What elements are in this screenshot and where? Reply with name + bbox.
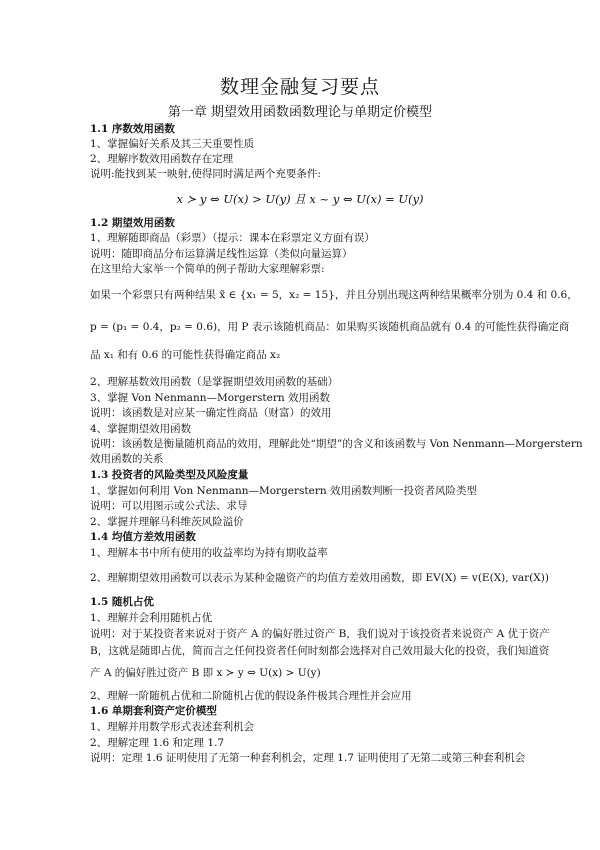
s15-line-3: B，这就是随即占优，简而言之任何投资者任何时刻都会选择对自己效用最大化的投资，我们知道资 bbox=[90, 645, 550, 657]
s12-line-9: 说明：该函数是对应某一确定性商品（财富）的效用 bbox=[90, 407, 332, 419]
s12-line-3: 在这里给大家举一个简单的例子帮助大家理解彩票: bbox=[90, 263, 325, 275]
s15-line-2: 说明：对于某投资者来说对于资产 A 的偏好胜过资产 B，我们说对于该投资者来说资产 A 优于资产 bbox=[90, 628, 550, 640]
s16-line-1: 1、理解并用数学形式表述套利机会 bbox=[90, 721, 255, 733]
lottery-probability-line: p = (p₁ = 0.4，p₂ = 0.6)，用 P 表示该随机商品：如果购买该随机商品就有 0.4 的可能性获得确定商 bbox=[90, 321, 570, 333]
s12-line-12: 效用函数的关系 bbox=[90, 453, 164, 465]
s12-line-2: 说明：随即商品分布运算满足线性运算（类似向量运算） bbox=[90, 248, 353, 260]
section-1-5-heading: 1.5 随机占优 bbox=[90, 596, 154, 608]
chapter-heading: 第一章 期望效用函数函数理论与单期定价模型 bbox=[167, 105, 433, 120]
document-title: 数理金融复习要点 bbox=[219, 76, 380, 98]
s12-line-11: 说明：该函数是衡量随机商品的效用，理解此处“期望”的含义和该函数与 Von Nenmann—Morgerstern bbox=[90, 438, 583, 450]
section-1-2-heading: 1.2 期望效用函数 bbox=[90, 217, 175, 229]
s16-line-2: 2、理解定理 1.6 和定理 1.7 bbox=[90, 737, 225, 749]
s11-line-2: 2、理解序数效用函数存在定理 bbox=[90, 153, 234, 165]
mean-variance-line: 2、理解期望效用函数可以表示为某种金融资产的均值方差效用函数，即 EV(X) = v(E(X), var(X)) bbox=[90, 572, 549, 584]
section-1-1-heading: 1.1 序数效用函数 bbox=[90, 123, 175, 135]
s13-line-2: 说明：可以用图示或公式法、求导 bbox=[90, 500, 248, 512]
s12-line-8: 3、掌握 Von Nenmann—Morgerstern 效用函数 bbox=[90, 392, 330, 404]
s11-line-3: 说明:能找到某一映射,使得同时满足两个充要条件: bbox=[90, 168, 321, 180]
s14-line-1: 1、理解本书中所有使用的收益率均为持有期收益率 bbox=[90, 547, 328, 559]
s12-line-1: 1、理解随即商品（彩票）（提示：课本在彩票定义方面有误） bbox=[90, 232, 375, 244]
s12-line-7: 2、理解基数效用函数（是掌握期望效用函数的基础） bbox=[90, 376, 339, 388]
s15-line-1: 1、理解并会利用随机占优 bbox=[90, 612, 213, 624]
s16-line-3: 说明：定理 1.6 证明使用了无第一种套利机会，定理 1.7 证明使用了无第二或第三种套利机会 bbox=[90, 752, 526, 764]
section-1-4-heading: 1.4 均值方差效用函数 bbox=[90, 531, 196, 543]
s13-line-3: 2、掌握并理解马科维茨风险溢价 bbox=[90, 516, 244, 528]
preference-formula: x ≻ y ⇔ U(x) > U(y) 且 x ~ y ⇔ U(x) = U(y) bbox=[176, 192, 424, 206]
s11-line-1: 1、掌握偏好关系及其三天重要性质 bbox=[90, 138, 255, 150]
s12-line-10: 4、掌握期望效用函数 bbox=[90, 423, 192, 435]
s15-line-4: 产 A 的偏好胜过资产 B 即 x ≻ y ⇔ U(x) > U(y) bbox=[90, 667, 321, 679]
s15-line-5: 2、理解一阶随机占优和二阶随机占优的假设条件极其合理性并会应用 bbox=[90, 690, 412, 702]
section-1-6-heading: 1.6 单期套利资产定价模型 bbox=[90, 705, 217, 717]
section-1-3-heading: 1.3 投资者的风险类型及风险度量 bbox=[90, 469, 249, 481]
lottery-example-line: 如果一个彩票只有两种结果 x̃ ∈ {x₁ = 5，x₂ = 15}，并且分别出现这两种结果概率分别为 0.4 和 0.6， bbox=[90, 289, 578, 301]
lottery-outcome-line: 品 x₁ 和有 0.6 的可能性获得确定商品 x₂ bbox=[90, 349, 281, 361]
s13-line-1: 1、掌握如何利用 Von Nenmann—Morgerstern 效用函数判断一投资者风险类型 bbox=[90, 485, 477, 497]
